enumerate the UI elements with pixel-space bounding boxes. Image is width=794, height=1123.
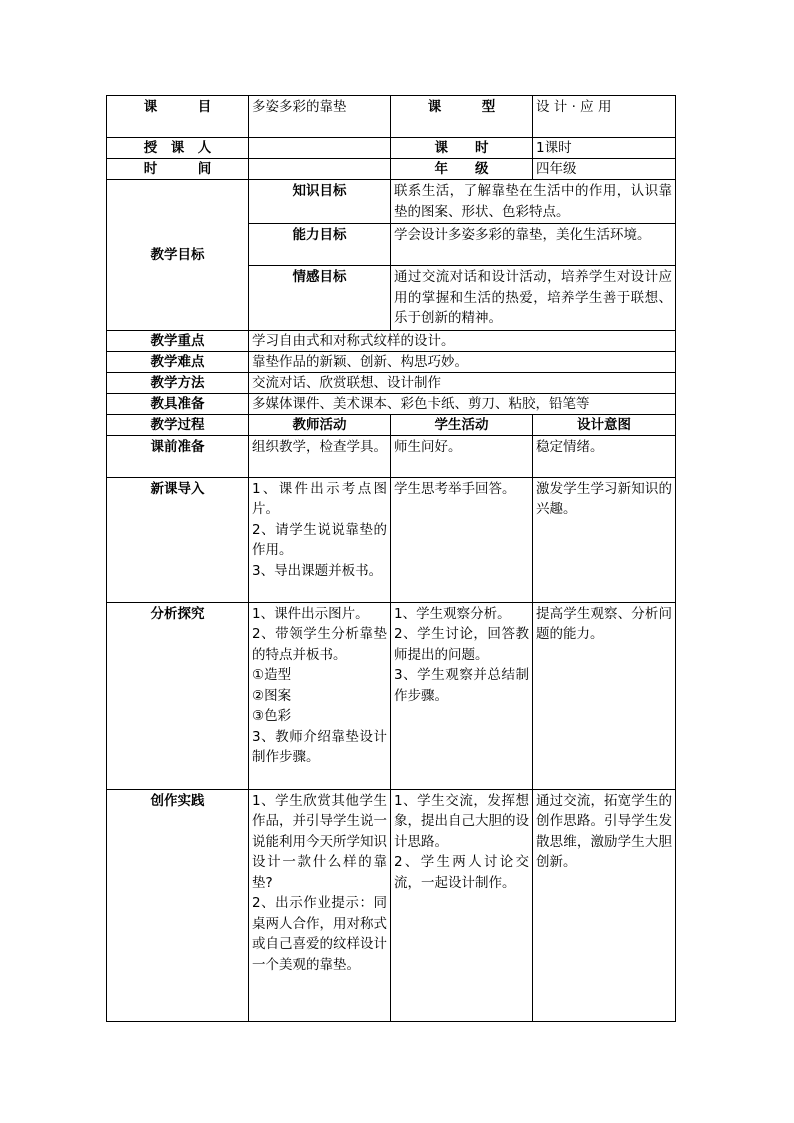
student-activity <box>391 477 533 602</box>
activity-line: 1、课件出示图片。 <box>252 605 369 622</box>
topic-label: 课 目 <box>107 96 249 138</box>
objectives-label: 教学目标 <box>107 180 249 331</box>
info-value: 学习自由式和对称式纹样的设计。 <box>249 330 676 351</box>
info-value: 多媒体课件、美术课本、彩色卡纸、剪刀、粘胶，铅笔等 <box>249 393 676 414</box>
info-label: 教学方法 <box>107 372 249 393</box>
activity-line: 学生思考举手回答。 <box>394 480 516 497</box>
student-activity <box>391 602 533 789</box>
process-header: 设计意图 <box>533 414 676 435</box>
info-row-focus <box>107 330 676 351</box>
process-header: 教师活动 <box>249 414 391 435</box>
activity-line: 组织教学，检查学具。 <box>252 438 387 455</box>
objective-text: 联系生活，了解靠垫在生活中的作用，认识靠垫的图案、形状、色彩特点。 <box>391 180 676 224</box>
info-label: 教学重点 <box>107 330 249 351</box>
type-value: 设 计 · 应 用 <box>533 96 676 138</box>
teacher-activity <box>249 602 391 789</box>
type-label: 课 型 <box>391 96 533 138</box>
process-row-practice <box>107 789 676 1021</box>
topic-row <box>107 96 676 138</box>
objective-text: 学会设计多姿多彩的靠垫，美化生活环境。 <box>391 224 676 266</box>
process-header: 学生活动 <box>391 414 533 435</box>
activity-line: 1、学生交流，发挥想象，提出自己大胆的设计思路。 <box>394 792 529 850</box>
info-label: 教具准备 <box>107 393 249 414</box>
teacher-value <box>249 138 391 159</box>
hours-value: 1课时 <box>533 138 676 159</box>
activity-line: 3、学生观察并总结制作步骤。 <box>394 667 529 704</box>
process-row-intro <box>107 477 676 602</box>
lesson-plan-table <box>106 95 676 1022</box>
info-value: 靠垫作品的新颖、创新、构思巧妙。 <box>249 351 676 372</box>
activity-line: 3、导出课题并板书。 <box>252 562 383 579</box>
activity-line: 1、学生欣赏其他学生作品，并引导学生说一说能利用今天所学知识设计一款什么样的靠垫? <box>252 792 387 891</box>
teacher-activity <box>249 435 391 477</box>
activity-line: 1、学生观察分析。 <box>394 605 511 622</box>
time-row <box>107 159 676 180</box>
design-intent: 通过交流，拓宽学生的创作思路。引导学生发散思维，激励学生大胆创新。 <box>533 789 676 1021</box>
process-row-prep <box>107 435 676 477</box>
process-header-row <box>107 414 676 435</box>
design-intent: 激发学生学习新知识的兴趣。 <box>533 477 676 602</box>
teacher-activity <box>249 477 391 602</box>
activity-line: ③色彩 <box>252 708 292 724</box>
activity-line: ②图案 <box>252 687 292 704</box>
grade-value: 四年级 <box>533 159 676 180</box>
activity-line: 师生问好。 <box>394 438 462 455</box>
process-stage: 课前准备 <box>107 435 249 477</box>
teacher-activity <box>249 789 391 1021</box>
objective-text: 通过交流对话和设计活动，培养学生对设计应用的掌握和生活的热爱，培养学生善于联想、乐于创新的精神。 <box>391 266 676 331</box>
process-stage: 分析探究 <box>107 602 249 789</box>
teacher-row <box>107 138 676 159</box>
topic-value: 多姿多彩的靠垫 <box>249 96 391 138</box>
activity-line: 3、教师介绍靠垫设计制作步骤。 <box>252 728 387 765</box>
info-row-materials <box>107 393 676 414</box>
objective-label: 能力目标 <box>249 224 391 266</box>
activity-line: 2、请学生说说靠垫的作用。 <box>252 521 387 558</box>
activity-line: 1、课件出示考点图片。 <box>252 480 387 517</box>
activity-line: 2、出示作业提示：同桌两人合作，用对称式或自己喜爱的纹样设计一个美观的靠垫。 <box>252 895 387 973</box>
student-activity <box>391 435 533 477</box>
info-row-difficulty <box>107 351 676 372</box>
objective-row-knowledge <box>107 180 676 224</box>
activity-line: 2、学生两人讨论交流，一起设计制作。 <box>394 854 529 891</box>
teacher-label: 授 课 人 <box>107 138 249 159</box>
process-header: 教学过程 <box>107 414 249 435</box>
time-label: 时 间 <box>107 159 249 180</box>
hours-label: 课 时 <box>391 138 533 159</box>
activity-line: 2、带领学生分析靠垫的特点并板书。 <box>252 626 387 663</box>
process-row-analysis <box>107 602 676 789</box>
time-value <box>249 159 391 180</box>
process-stage: 创作实践 <box>107 789 249 1021</box>
design-intent: 稳定情绪。 <box>533 435 676 477</box>
grade-label: 年 级 <box>391 159 533 180</box>
info-value: 交流对话、欣赏联想、设计制作 <box>249 372 676 393</box>
activity-line: ①造型 <box>252 667 292 683</box>
info-row-method <box>107 372 676 393</box>
info-label: 教学难点 <box>107 351 249 372</box>
process-stage: 新课导入 <box>107 477 249 602</box>
objective-label: 知识目标 <box>249 180 391 224</box>
objective-label: 情感目标 <box>249 266 391 331</box>
design-intent: 提高学生观察、分析问题的能力。 <box>533 602 676 789</box>
activity-line: 2、学生讨论，回答教师提出的问题。 <box>394 626 529 663</box>
student-activity <box>391 789 533 1021</box>
